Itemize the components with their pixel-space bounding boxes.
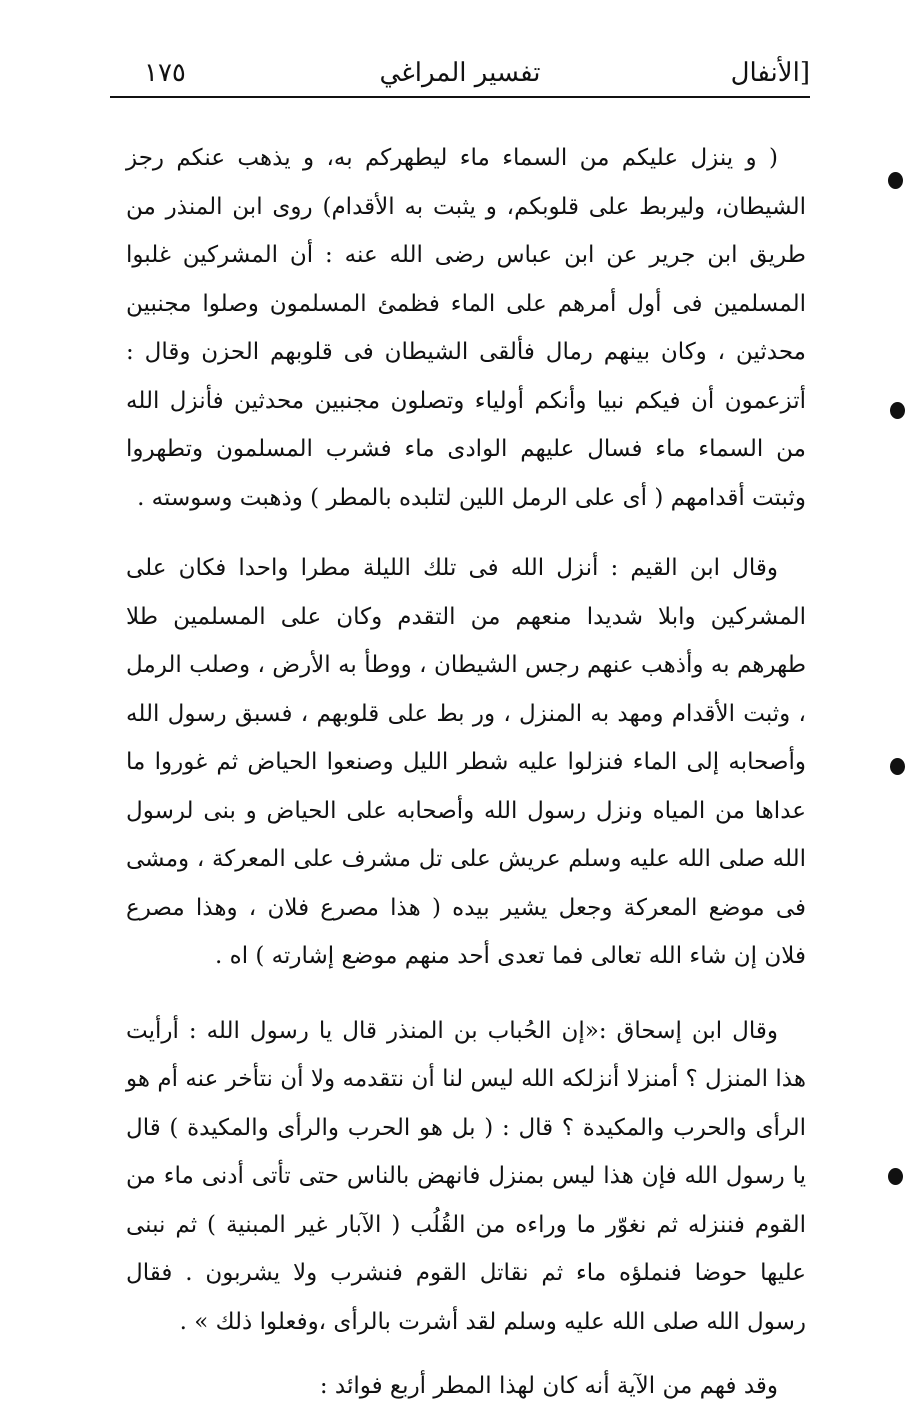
binding-hole-mark: [890, 758, 905, 775]
book-title: تفسير المراغي: [379, 58, 541, 88]
page-number: ١٧٥: [144, 58, 186, 88]
page-body: [126, 134, 806, 1411]
paragraph-four-benefits: وقد فهم من الآية أنه كان لهذا المطر أربع فوائد :: [319, 1373, 778, 1399]
paragraph-ibn-ishaq: وقال ابن إسحاق :«إن الحُباب بن المنذر قال يا رسول الله : أرأيت هذا المنزل ؟ أمنزلا أنزلكه الله ليس لنا أن نتقدمه ولا أن نتأخر عنه أم هو الرأى والحرب والمكيدة ؟ قال : ( بل هو الحرب والرأى والمكيدة ) قال يا رسول الله فإن هذا ليس بمنزل فانهض بالناس حتى تأتى أدنى ماء من القوم فننزله ثم نغوّر ما وراءه من القُلُب ( الآبار غير المبنية ) ثم نبنى عليها حوضا فنملؤه ماء ثم نقاتل القوم فنشرب ولا يشربون . فقال رسول الله صلى الله عليه وسلم لقد أشرت بالرأى ،وفعلوا ذلك » .: [126, 1017, 806, 1335]
binding-hole-mark: [888, 172, 903, 189]
header-rule: [110, 96, 810, 98]
paragraph-verse-commentary: ( و ينزل عليكم من السماء ماء ليطهركم به، و يذهب عنكم رجز الشيطان، وليربط على قلوبكم، و يثبت به الأقدام) روى ابن المنذر من طريق ابن جرير عن ابن عباس رضى الله عنه : أن المشركين غلبوا المسلمين فى أول أمرهم على الماء فظمئ المسلمون وصلوا مجنبين محدثين ، وكان بينهم رمال فألقى الشيطان فى قلوبهم الحزن وقال : أتزعمون أن فيكم نبيا وأنكم أولياء وتصلون مجنبين محدثين فأنزل الله من السماء ماء فسال عليهم الوادى ماء فشرب المسلمون وتطهروا وثبتت أقدامهم ( أى على الرمل اللين لتلبده بالمطر ) وذهبت وسوسته .: [126, 145, 806, 511]
chapter-name: الأنفال]: [730, 58, 810, 88]
page-header: [110, 52, 810, 96]
binding-hole-mark: [890, 402, 905, 419]
binding-hole-mark: [888, 1168, 903, 1185]
paragraph-ibn-qayyim: وقال ابن القيم : أنزل الله فى تلك الليلة مطرا واحدا فكان على المشركين وابلا شديدا منعهم من التقدم وكان على المسلمين طلا طهرهم به وأذهب عنهم رجس الشيطان ، ووطأ به الأرض ، وصلب الرمل ، وثبت الأقدام ومهد به المنزل ، ور بط على قلوبهم ، فسبق رسول الله وأصحابه إلى الماء فنزلوا عليه شطر الليل وصنعوا الحياض ثم غوروا ما عداها من المياه ونزل رسول الله وأصحابه على الحياض و بنى لرسول الله صلى الله عليه وسلم عريش على تل مشرف على المعركة ، ومشى فى موضع المعركة وجعل يشير بيده ( هذا مصرع فلان ، وهذا مصرع فلان إن شاء الله تعالى فما تعدى أحد منهم موضع إشارته ) اه .: [126, 555, 806, 969]
